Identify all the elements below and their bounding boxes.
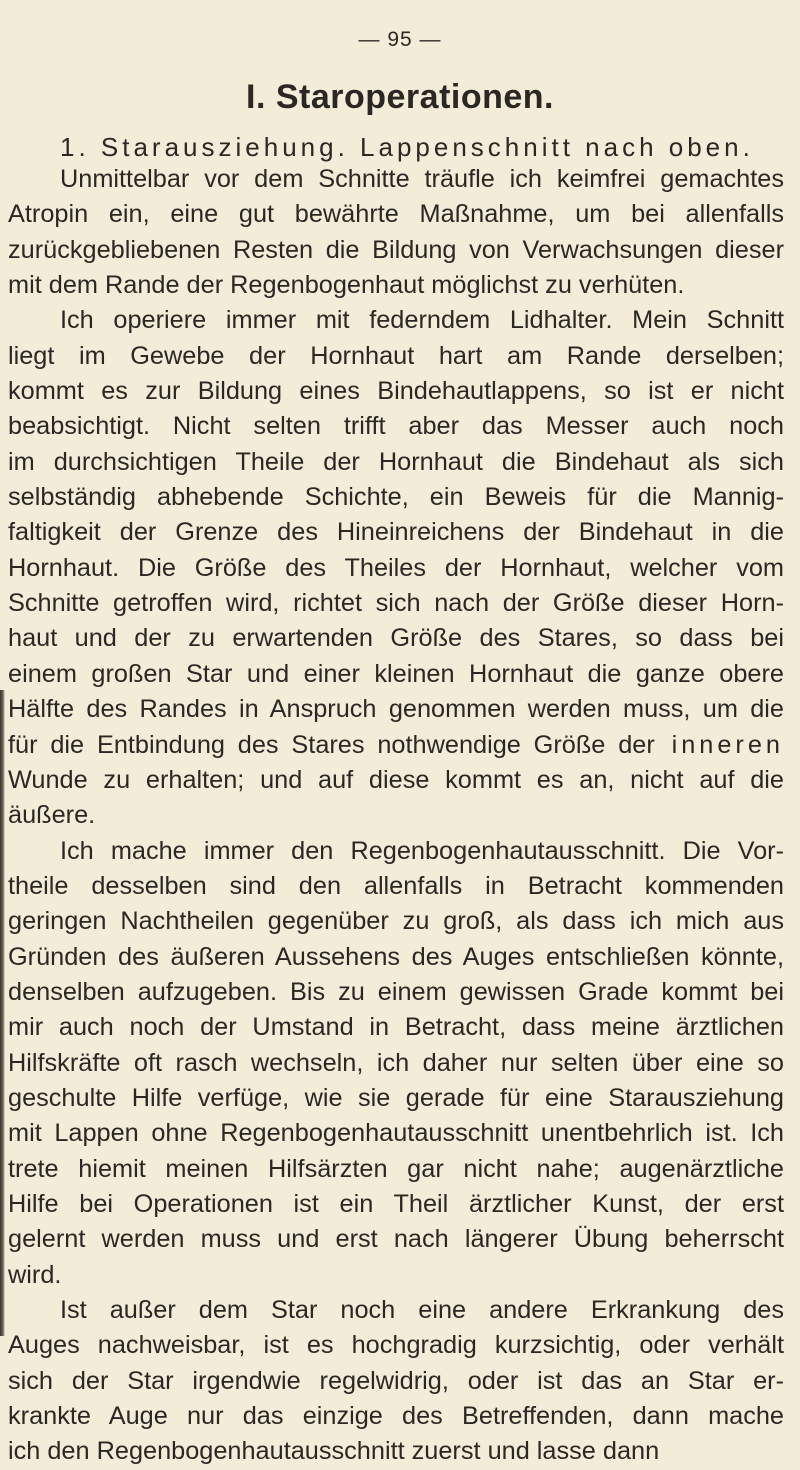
- text-line: Hilfe bei Operationen ist ein Theil ärztlicher Kunst, der erst: [8, 1189, 784, 1218]
- text-line: gelernt werden muss und erst nach längerer Übung beherrscht: [8, 1225, 784, 1254]
- text-line: Atropin ein, eine gut bewährte Maßnahme, um bei allenfalls: [8, 200, 784, 229]
- page-number: — 95 —: [358, 28, 442, 51]
- page-binding-edge: [0, 690, 5, 1336]
- text-line: geschulte Hilfe verfüge, wie sie gerade für eine Starausziehung: [8, 1083, 784, 1112]
- text-line: haut und der zu erwartenden Größe des Stares, so dass bei: [8, 624, 784, 653]
- body-text: [8, 162, 784, 1470]
- paragraph: [8, 303, 784, 833]
- paragraph: [8, 162, 784, 303]
- text-line: zurückgebliebenen Resten die Bildung von Verwachsungen dieser: [8, 235, 784, 264]
- text-line: selbständig abhebende Schichte, ein Beweis für die Mannig-: [8, 483, 784, 512]
- text-line: mir auch noch der Umstand in Betracht, dass meine ärztlichen: [8, 1013, 784, 1042]
- text-line: Unmittelbar vor dem Schnitte träufle ich keimfrei gemachtes: [60, 165, 784, 193]
- text-line: Schnitte getroffen wird, richtet sich nach der Größe dieser Horn-: [8, 589, 784, 618]
- emphasized-word: inneren: [654, 730, 784, 759]
- text-line: Hilfskräfte oft rasch wechseln, ich daher nur selten über eine so: [8, 1048, 784, 1077]
- text-line: Gründen des äußeren Aussehens des Auges entschließen könnte,: [8, 942, 784, 971]
- section-subheading: [60, 132, 780, 163]
- text-line: mit Lappen ohne Regenbogenhautausschnitt unentbehrlich ist. Ich: [8, 1119, 784, 1148]
- section-subheading-text: 1. Starausziehung. Lappenschnitt nach oben.: [60, 132, 754, 162]
- text-line: Ich operiere immer mit federndem Lidhalter. Mein Schnitt: [60, 306, 784, 335]
- text-line: für die Entbindung des Stares nothwendige Größe der inneren: [8, 730, 784, 759]
- chapter-heading: I. Staroperationen.: [246, 78, 554, 116]
- text-line: wird.: [8, 1260, 62, 1289]
- text-line: kommt es zur Bildung eines Bindehautlappens, so ist er nicht: [8, 377, 784, 406]
- text-line: Hornhaut. Die Größe des Theiles der Hornhaut, welcher vom: [8, 553, 784, 582]
- text-line: theile desselben sind den allenfalls in Betracht kommenden: [8, 871, 784, 900]
- text-line: Ich mache immer den Regenbogenhautausschnitt. Die Vor-: [60, 836, 784, 865]
- text-line: im durchsichtigen Theile der Hornhaut die Bindehaut als sich: [8, 447, 784, 476]
- text-line: Hälfte des Randes in Anspruch genommen werden muss, um die: [8, 695, 784, 724]
- text-line: Ist außer dem Star noch eine andere Erkrankung des: [60, 1296, 784, 1324]
- text-line: faltigkeit der Grenze des Hineinreichens der Bindehaut in die: [8, 518, 784, 547]
- paragraph: [8, 834, 784, 1293]
- text-line: denselben aufzugeben. Bis zu einem gewissen Grade kommt bei: [8, 977, 784, 1006]
- text-line: äußere.: [8, 801, 96, 830]
- text-line: ich den Regenbogenhautausschnitt zuerst und lasse dann: [8, 1437, 660, 1466]
- text-line: Auges nachweisbar, ist es hochgradig kurzsichtig, oder verhält: [8, 1331, 784, 1360]
- text-line: trete hiemit meinen Hilfsärzten gar nicht nahe; augenärztliche: [8, 1154, 784, 1183]
- text-line: Wunde zu erhalten; und auf diese kommt es an, nicht auf die: [8, 765, 784, 794]
- text-line: liegt im Gewebe der Hornhaut hart am Rande derselben;: [8, 341, 784, 370]
- paragraph: [8, 1293, 784, 1470]
- text-line: beabsichtigt. Nicht selten trifft aber das Messer auch noch: [8, 412, 784, 441]
- text-line: mit dem Rande der Regenbogenhaut möglichst zu verhüten.: [8, 271, 685, 300]
- text-line: einem großen Star und einer kleinen Hornhaut die ganze obere: [8, 659, 784, 688]
- text-line: krankte Auge nur das einzige des Betreffenden, dann mache: [8, 1402, 784, 1431]
- text-line: sich der Star irgendwie regelwidrig, oder ist das an Star er-: [8, 1366, 784, 1395]
- text-line: geringen Nachtheilen gegenüber zu groß, als dass ich mich aus: [8, 907, 784, 936]
